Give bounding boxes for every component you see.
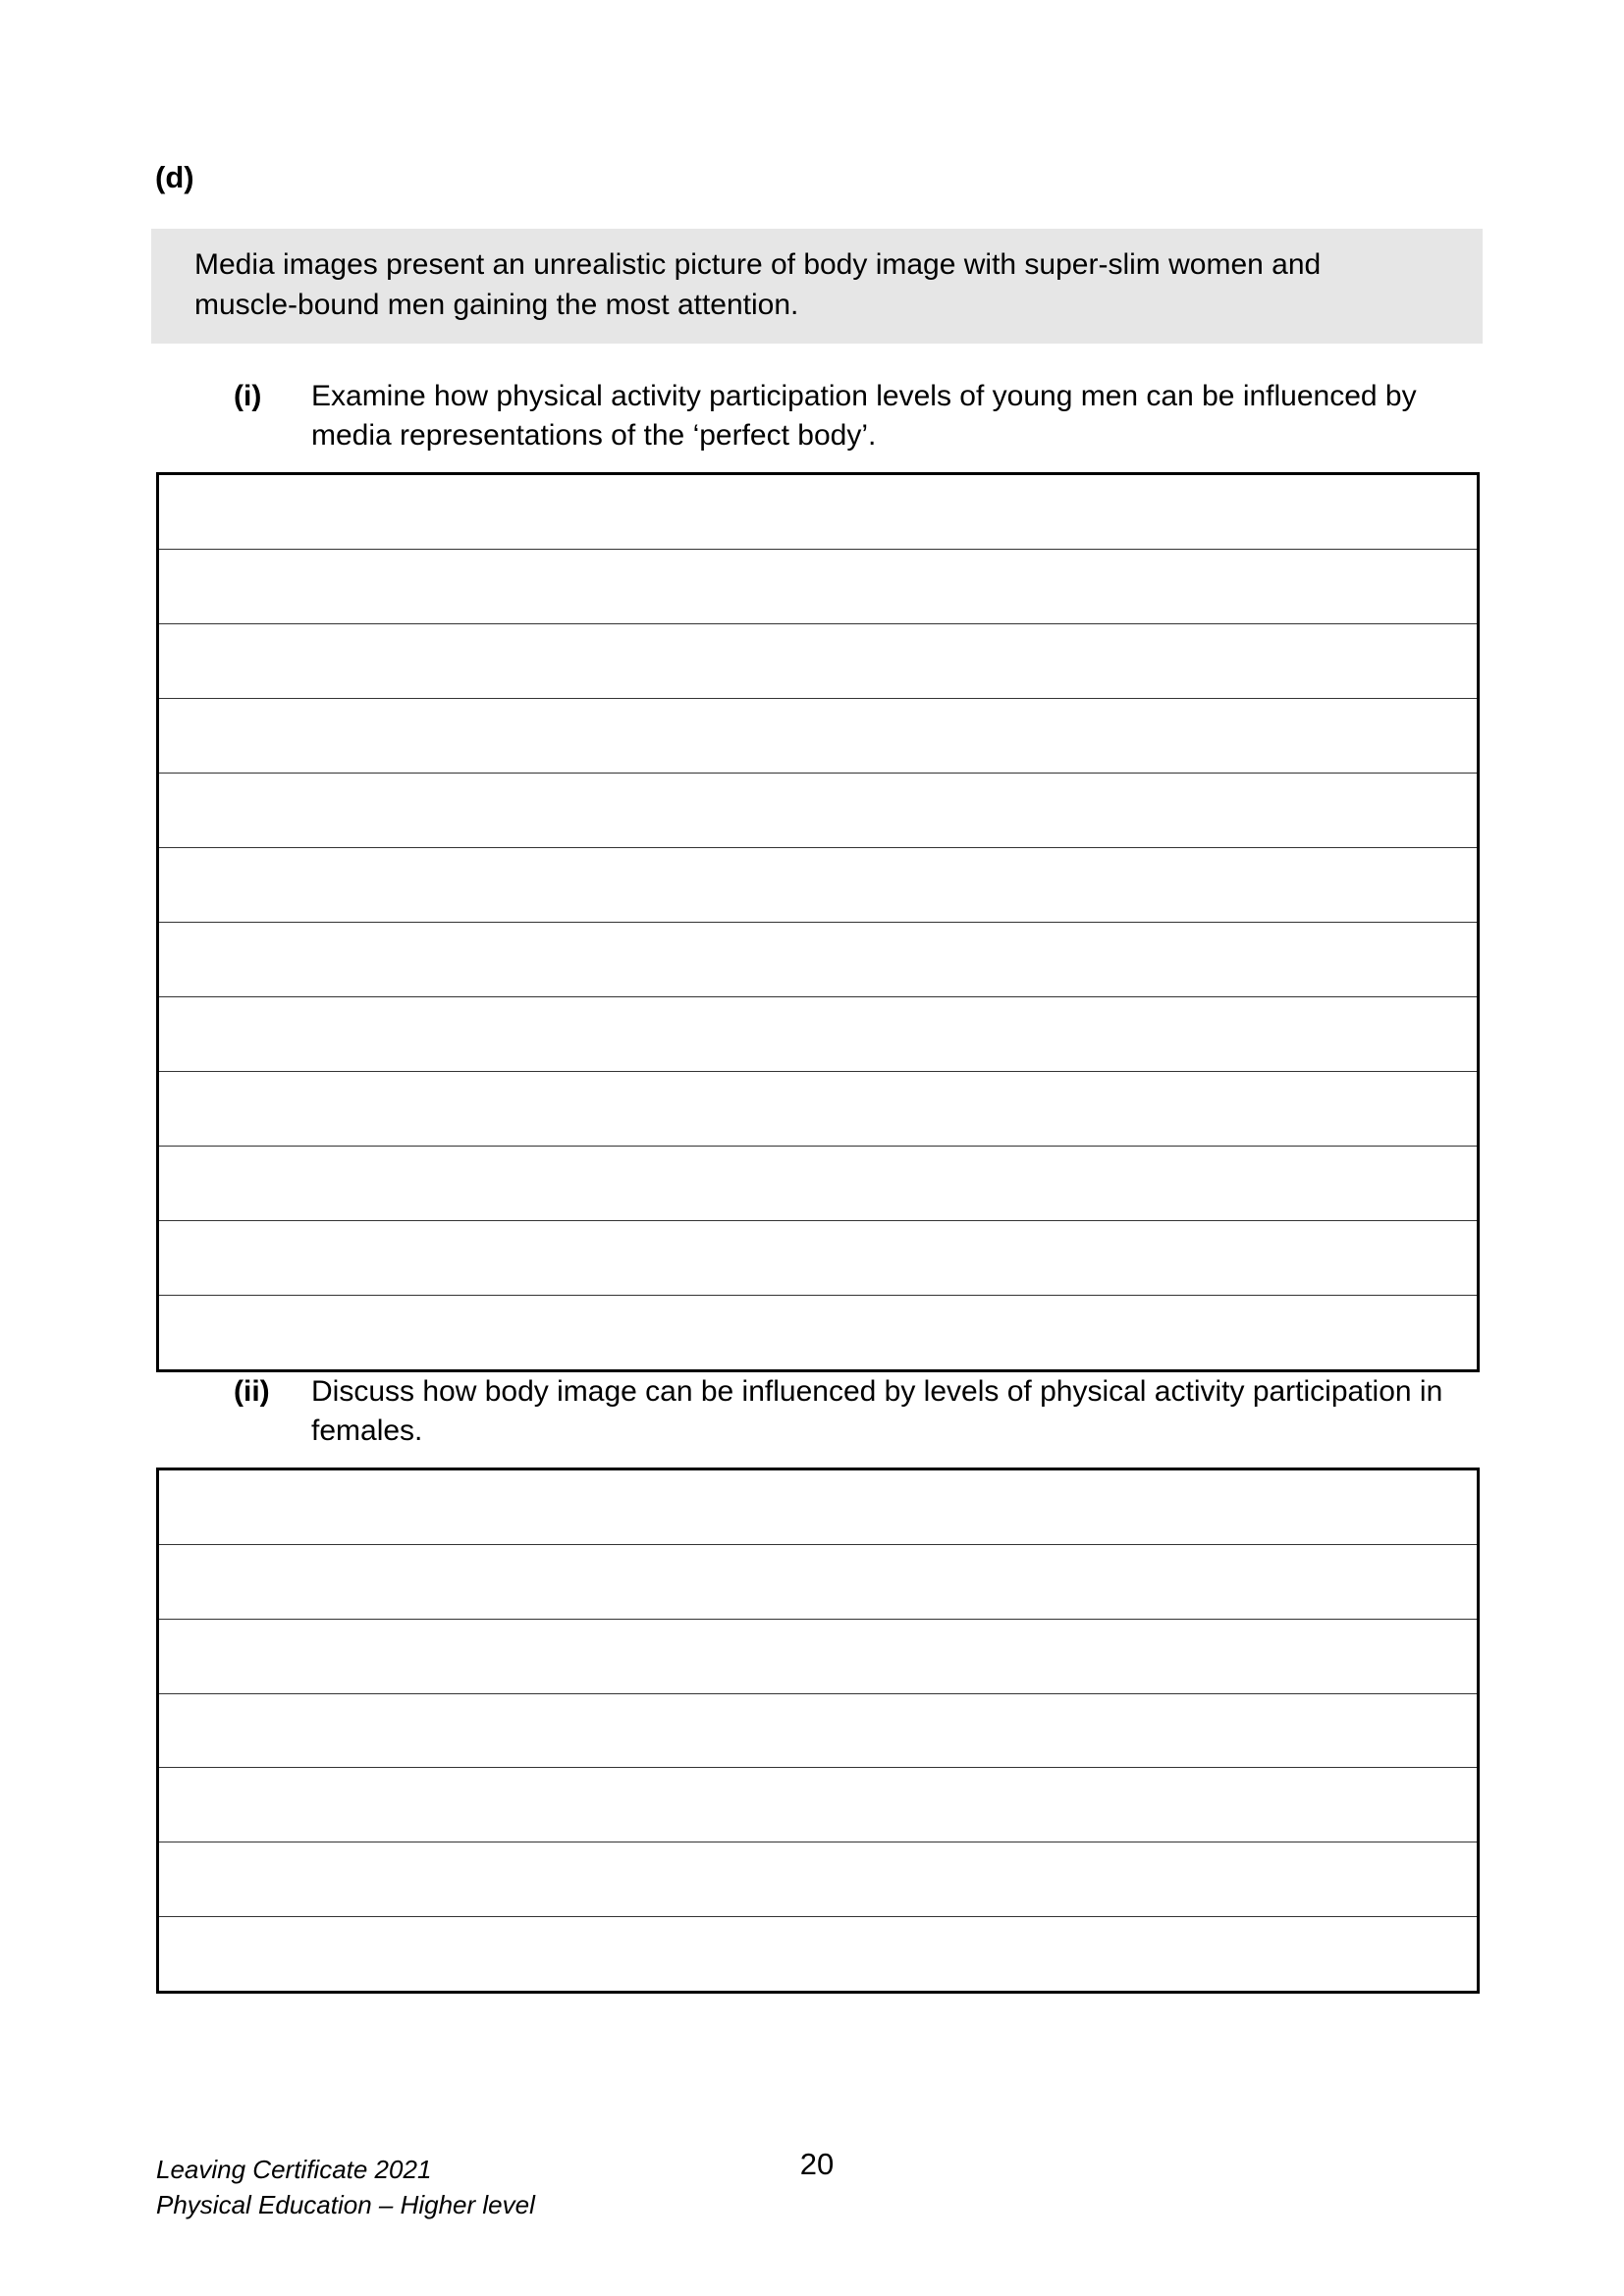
stimulus-quote-box [151, 229, 1483, 344]
question-i-number: (i) [234, 380, 262, 412]
answer-line[interactable] [159, 624, 1477, 699]
page-number: 20 [799, 2147, 835, 2181]
answer-line[interactable] [159, 1072, 1477, 1147]
answer-line[interactable] [159, 923, 1477, 997]
question-i-line-2: media representations of the ‘perfect body’. [311, 419, 877, 452]
quote-line-1: Media images present an unrealistic picture of body image with super-slim women and [194, 248, 1322, 281]
question-i-line-1: Examine how physical activity participation levels of young men can be influenced by [311, 380, 1417, 412]
answer-line[interactable] [159, 774, 1477, 848]
quote-line-2: muscle-bound men gaining the most attention. [194, 289, 799, 321]
question-ii-number: (ii) [234, 1375, 270, 1408]
answer-line[interactable] [159, 1917, 1477, 1991]
answer-line[interactable] [159, 550, 1477, 624]
answer-line[interactable] [159, 1545, 1477, 1620]
footer-line-2: Physical Education – Higher level [156, 2190, 535, 2219]
answer-line[interactable] [159, 1147, 1477, 1221]
answer-line[interactable] [159, 1620, 1477, 1694]
question-ii-line-2: females. [311, 1415, 423, 1447]
answer-line[interactable] [159, 1221, 1477, 1296]
footer-line-1: Leaving Certificate 2021 [156, 2155, 432, 2184]
question-i-text [311, 377, 1485, 455]
answer-line[interactable] [159, 475, 1477, 550]
question-ii-line-1: Discuss how body image can be influenced by levels of physical activity participation in [311, 1375, 1443, 1408]
answer-box-i[interactable] [156, 472, 1480, 1372]
answer-box-ii[interactable] [156, 1468, 1480, 1994]
answer-line[interactable] [159, 848, 1477, 923]
footer-exam-info [156, 2152, 535, 2222]
answer-line[interactable] [159, 1842, 1477, 1917]
part-label: (d) [155, 160, 194, 194]
answer-line[interactable] [159, 1694, 1477, 1769]
answer-line[interactable] [159, 1296, 1477, 1369]
answer-line[interactable] [159, 699, 1477, 774]
answer-line[interactable] [159, 1470, 1477, 1545]
answer-line[interactable] [159, 997, 1477, 1072]
question-ii-text [311, 1372, 1485, 1451]
answer-line[interactable] [159, 1768, 1477, 1842]
